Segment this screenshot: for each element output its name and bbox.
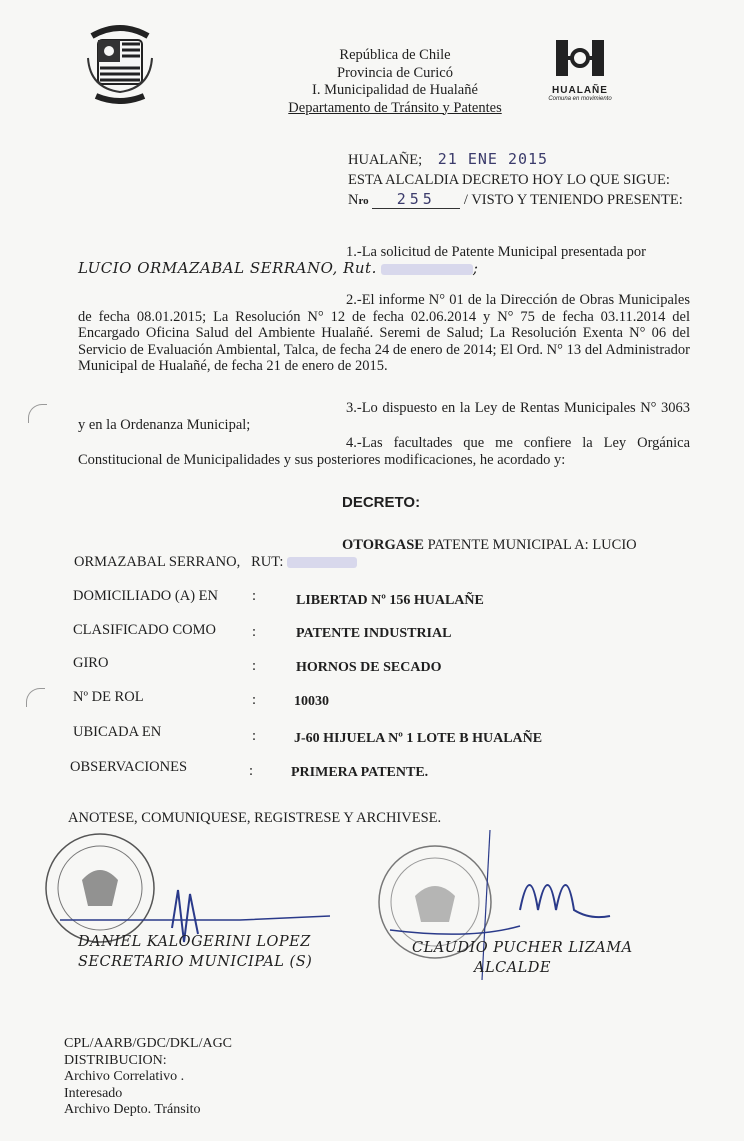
signer-left-name: DANIEL KALOGERINI LOPEZ bbox=[78, 934, 311, 950]
detail-colon: : bbox=[252, 692, 257, 708]
distribution-item: Interesado bbox=[64, 1085, 123, 1101]
detail-value: J-60 HIJUELA Nº 1 LOTE B HUALAÑE bbox=[294, 731, 543, 746]
detail-value: LIBERTAD Nº 156 HUALAÑE bbox=[296, 593, 484, 608]
signer-right-name: CLAUDIO PUCHER LIZAMA bbox=[412, 940, 633, 956]
dateline-place: HUALAÑE; bbox=[348, 152, 423, 168]
visto-2: 2.-El informe N° 01 de la Dirección de Obras Municipales de fecha 08.01.2015; La Resolución N° 12 de fecha 02.06.2014 y N° 75 de fecha 03.11.2014 del Encargado Oficina Salud del Ambiente Hualañé. Seremi de Salud; La Resolución Exenta N° 06 del Servicio de Evaluación Ambiental, Talca, de fecha 24 de enero de 2014; El Ord. N° 13 del Administrador Municipal de Hualañé, de fecha 21 de enero de 2015. bbox=[78, 292, 690, 374]
distribution-item: Archivo Correlativo . bbox=[64, 1069, 185, 1084]
header-province: Provincia de Curicó bbox=[337, 64, 453, 81]
detail-label: Nº DE ROL bbox=[73, 689, 144, 705]
detail-value: PRIMERA PATENTE. bbox=[291, 765, 429, 780]
detail-colon: : bbox=[252, 588, 257, 604]
intro-line: ESTA ALCALDIA DECRETO HOY LO QUE SIGUE: bbox=[348, 172, 670, 188]
redacted-rut-2 bbox=[287, 557, 357, 568]
distribution-item: Archivo Depto. Tránsito bbox=[64, 1102, 201, 1117]
detail-value: HORNOS DE SECADO bbox=[296, 660, 442, 675]
closing-line: ANOTESE, COMUNIQUESE, REGISTRESE Y ARCHIVESE. bbox=[68, 810, 442, 826]
document-header bbox=[230, 47, 560, 117]
detail-colon: : bbox=[252, 624, 257, 640]
signer-left-title: SECRETARIO MUNICIPAL (S) bbox=[78, 954, 313, 970]
applicant-name: LUCIO ORMAZABAL SERRANO, Rut. bbox=[78, 259, 377, 277]
decree-number: 255 bbox=[372, 190, 460, 209]
otorgase-paragraph: OTORGASE PATENTE MUNICIPAL A: LUCIO ORMAZABAL SERRANO, RUT: bbox=[74, 537, 637, 570]
detail-colon: : bbox=[252, 728, 257, 744]
detail-label: GIRO bbox=[73, 655, 109, 671]
punch-hole-mark bbox=[28, 404, 47, 423]
distribution-heading: DISTRIBUCION: bbox=[64, 1052, 167, 1068]
detail-label: CLASIFICADO COMO bbox=[73, 622, 217, 638]
visto-1: 1.-La solicitud de Patente Municipal presentada por bbox=[346, 244, 646, 260]
detail-value: 10030 bbox=[294, 694, 329, 709]
logo-slogan: Comuna en movimiento bbox=[548, 96, 612, 102]
distribution-block bbox=[64, 1036, 232, 1119]
detail-colon: : bbox=[252, 658, 257, 674]
visto-3: 3.-Lo dispuesto en la Ley de Rentas Municipales N° 3063 y en la Ordenanza Municipal; bbox=[78, 400, 690, 433]
signer-right-title: ALCALDE bbox=[474, 960, 552, 976]
header-municipality: I. Municipalidad de Hualañé bbox=[312, 82, 478, 98]
redacted-rut bbox=[381, 264, 473, 275]
header-country: República de Chile bbox=[339, 47, 451, 63]
dateline bbox=[348, 150, 548, 169]
detail-colon: : bbox=[249, 763, 254, 779]
detail-label: UBICADA EN bbox=[73, 724, 162, 740]
municipal-crest-logo bbox=[84, 18, 156, 104]
detail-label: DOMICILIADO (A) EN bbox=[73, 588, 218, 604]
date-stamp: 21 ENE 2015 bbox=[437, 150, 549, 168]
header-department: Departamento de Tránsito y Patentes bbox=[288, 99, 502, 116]
initials: CPL/AARB/GDC/DKL/AGC bbox=[64, 1036, 233, 1051]
applicant-line: LUCIO ORMAZABAL SERRANO, Rut. ; bbox=[78, 259, 479, 277]
punch-hole-mark bbox=[26, 688, 45, 707]
decreto-title: DECRETO: bbox=[342, 494, 421, 511]
detail-value: PATENTE INDUSTRIAL bbox=[296, 626, 452, 641]
visto-4: 4.-Las facultades que me confiere la Ley Orgánica Constitucional de Municipalidades y sus posteriores modificaciones, he acordado y: bbox=[78, 435, 690, 468]
detail-label: OBSERVACIONES bbox=[70, 759, 188, 775]
decree-number-line: Nro 255 / VISTO Y TENIENDO PRESENTE: bbox=[348, 190, 683, 208]
logo-name: HUALAÑE bbox=[552, 85, 608, 96]
